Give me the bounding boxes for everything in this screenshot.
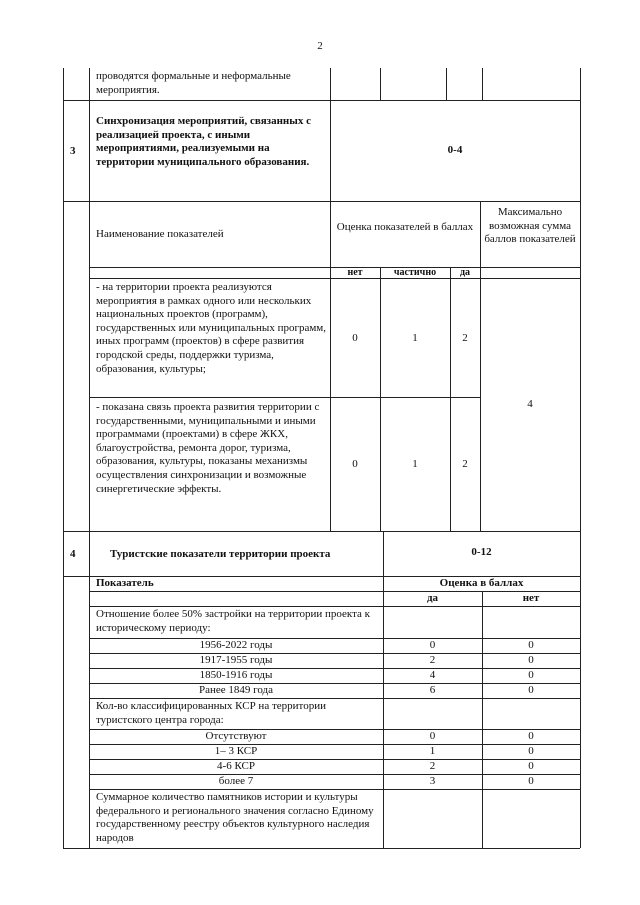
group-1-row-4-no: 0: [528, 684, 534, 696]
group-1-row-3-yes: 4: [429, 669, 436, 681]
section-3-row-1-no: 0: [352, 332, 358, 344]
group-2-row-4-yes: 3: [429, 775, 436, 787]
group-2-row-1-no: 0: [528, 730, 534, 742]
section-3-row-2-no: 0: [352, 458, 358, 470]
group-1-row-3-label: 1850-1916 годы: [199, 669, 273, 681]
group-1-row-2-no: 0: [528, 654, 534, 666]
group-1-row-1-no: 0: [528, 639, 534, 651]
section-4-subheader-no: нет: [522, 592, 540, 604]
section-4-group-2-title: Кол-во классифицированных КСР на территории туристского центра города:: [96, 700, 326, 726]
section-4-group-1-title: Отношение более 50% застройки на территории проекта к историческому периоду:: [96, 608, 370, 634]
group-2-row-3-no: 0: [528, 760, 534, 772]
group-2-row-4-no: 0: [528, 775, 534, 787]
section-4-number: 4: [70, 548, 76, 560]
section-3-row-1-partial: 1: [412, 332, 418, 344]
group-1-row-2-label: 1917-1955 годы: [199, 654, 273, 666]
section-3-range: 0-4: [447, 144, 463, 156]
section-3-row-2-partial: 1: [412, 458, 418, 470]
section-4-header-indicator: Показатель: [96, 577, 154, 589]
section-3-subheader-no: нет: [347, 267, 363, 278]
section-3-number: 3: [70, 145, 76, 157]
section-3-header-max: Максимально возможная сумма баллов показателей: [484, 206, 576, 246]
section-3-subheader-partial: частично: [393, 267, 437, 278]
group-1-row-4-label: Ранее 1849 года: [198, 684, 274, 696]
group-2-row-1-yes: 0: [429, 730, 436, 742]
group-1-row-2-yes: 2: [429, 654, 436, 666]
section-3-header-name: Наименование показателей: [96, 228, 224, 240]
section-3-row-2-text: - показана связь проекта развития территории с государственными, муниципальными и иными программами (проектами) в сфере ЖКХ, благоустройства, ремонта дорог, туризма, образования, культуры, показаны механизмы осуществления синхронизации и возможные синергетические эффекты.: [96, 401, 320, 495]
section-3-max-value: 4: [527, 398, 533, 410]
group-2-row-2-no: 0: [528, 745, 534, 757]
section-3-subheader-yes: да: [459, 267, 471, 278]
top-row-text: проводятся формальные и неформальные мероприятия.: [96, 70, 291, 96]
group-1-row-3-no: 0: [528, 669, 534, 681]
group-2-row-3-label: 4-6 КСР: [217, 760, 255, 772]
section-4-title: Туристские показатели территории проекта: [110, 548, 331, 560]
group-1-row-4-yes: 6: [429, 684, 436, 696]
section-4-header-score: Оценка в баллах: [439, 577, 524, 589]
section-3-header-score: Оценка показателей в баллах: [336, 221, 474, 233]
page-number: 2: [317, 40, 323, 52]
section-4-subheader-yes: да: [426, 592, 439, 604]
section-3-title: Синхронизация мероприятий, связанных с реализацией проекта, с иными мероприятиями, реализуемыми на территории муниципального образования.: [96, 115, 311, 168]
group-2-row-4-label: более 7: [218, 775, 254, 787]
group-2-row-2-yes: 1: [429, 745, 436, 757]
section-3-row-2-yes: 2: [462, 458, 468, 470]
group-2-row-1-label: Отсутствуют: [205, 730, 267, 742]
section-4-range: 0-12: [471, 546, 492, 558]
group-1-row-1-yes: 0: [429, 639, 436, 651]
group-2-row-2-label: 1– 3 КСР: [214, 745, 258, 757]
section-4-group-3-title: Суммарное количество памятников истории и культуры федерального и регионального значения согласно Единому государственному реестру объектов культурного наследия народов: [96, 791, 374, 844]
section-3-row-1-text: - на территории проекта реализуются мероприятия в рамках одного или нескольких национальных проектов (программ), государственных или муниципальных программ, иных программ (проектов) в сфере развития городской среды, поддержки туризма, образования, культуры;: [96, 281, 327, 375]
group-2-row-3-yes: 2: [429, 760, 436, 772]
section-3-row-1-yes: 2: [462, 332, 468, 344]
group-1-row-1-label: 1956-2022 годы: [199, 639, 273, 651]
